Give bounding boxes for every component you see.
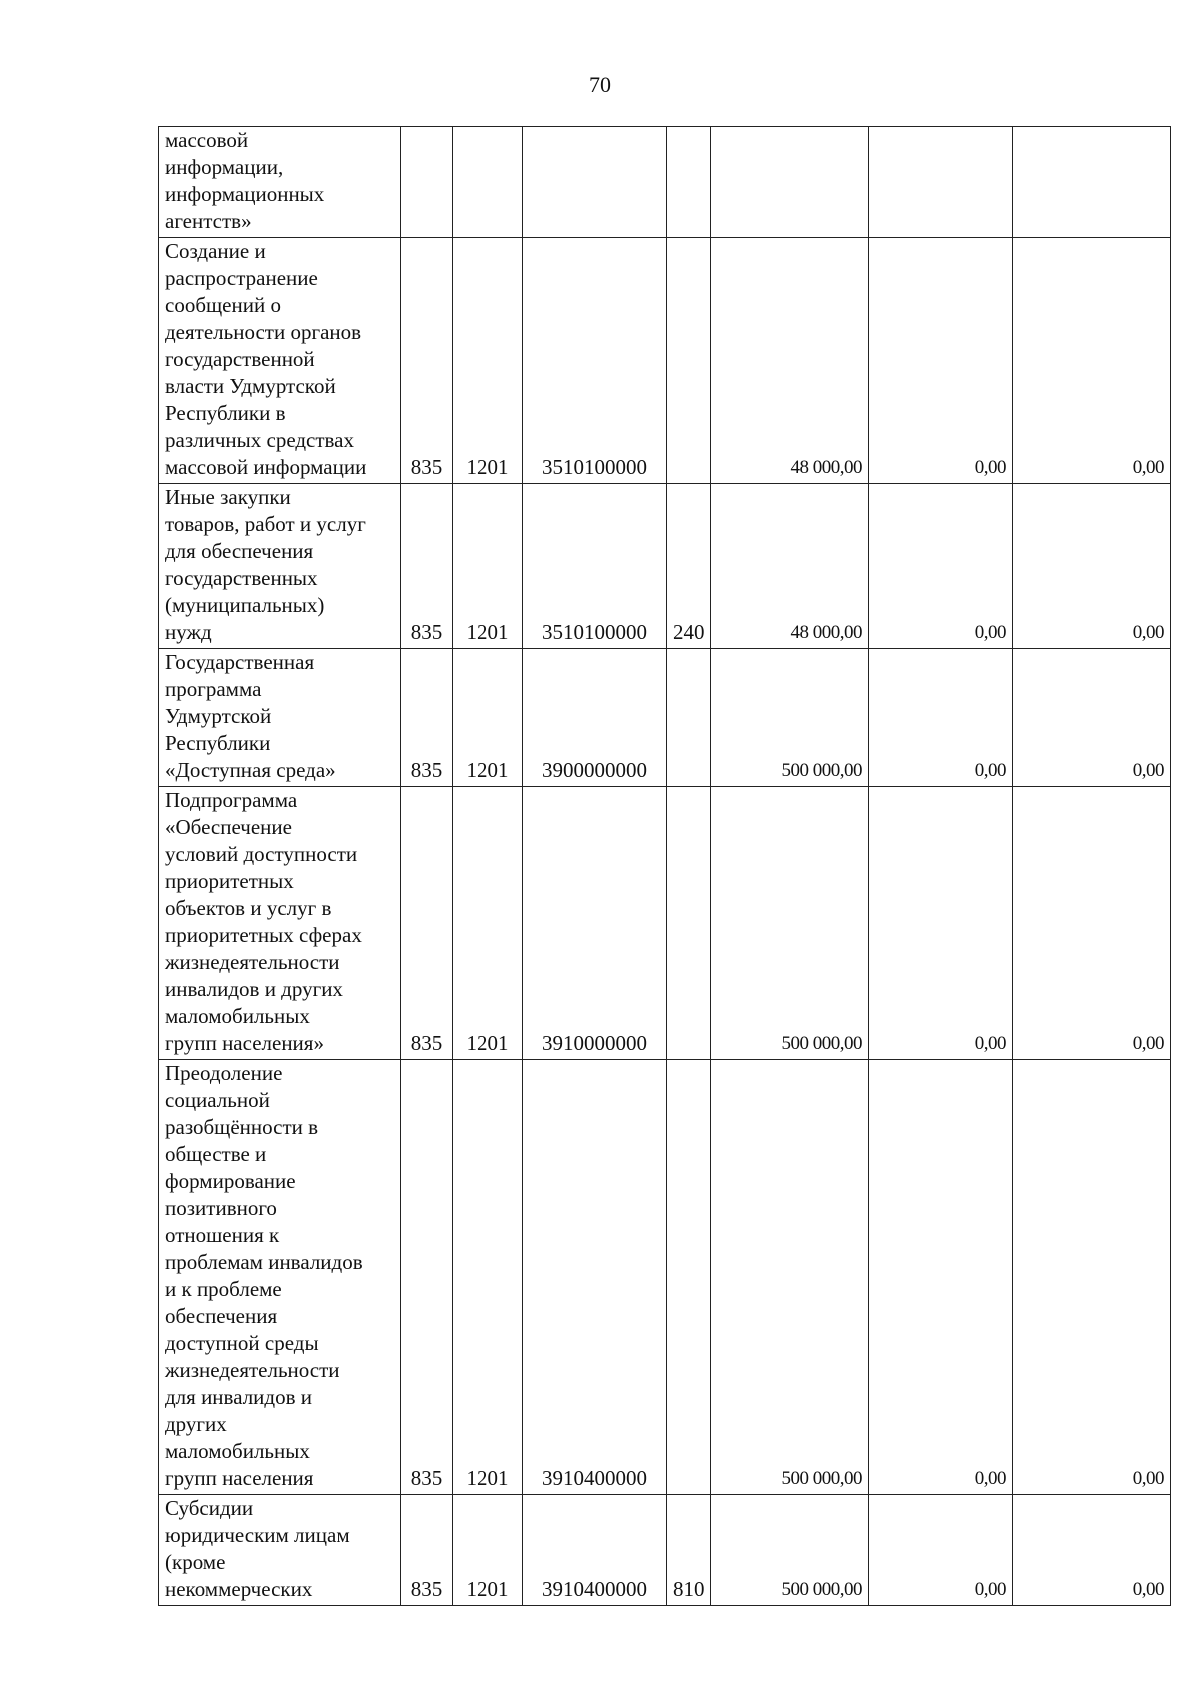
table-row xyxy=(159,787,1171,1060)
row-name: Подпрограмма «Обеспечение условий доступности приоритетных объектов и услуг в приоритетных сферах жизнедеятельности инвалидов и других маломобильных групп населения» xyxy=(159,787,401,1060)
table-row xyxy=(159,484,1171,649)
ministry-code: 835 xyxy=(401,649,453,787)
row-name: Преодоление социальной разобщённости в обществе и формирование позитивного отношения к проблемам инвалидов и к проблеме обеспечения доступной среды жизнедеятельности для инвалидов и других маломобильных групп населения xyxy=(159,1060,401,1495)
table-row xyxy=(159,127,1171,238)
expense-type-code: 810 xyxy=(667,1495,711,1606)
amount-year-1: 48 000,00 xyxy=(711,238,869,484)
amount-year-1: 48 000,00 xyxy=(711,484,869,649)
amount-year-1: 500 000,00 xyxy=(711,787,869,1060)
target-article-code xyxy=(523,127,667,238)
target-article-code: 3910000000 xyxy=(523,787,667,1060)
amount-year-2: 0,00 xyxy=(869,787,1013,1060)
amount-year-2: 0,00 xyxy=(869,1060,1013,1495)
row-name: Иные закупки товаров, работ и услуг для обеспечения государственных (муниципальных) нужд xyxy=(159,484,401,649)
ministry-code: 835 xyxy=(401,1495,453,1606)
section-code: 1201 xyxy=(453,1495,523,1606)
ministry-code xyxy=(401,127,453,238)
target-article-code: 3910400000 xyxy=(523,1060,667,1495)
ministry-code: 835 xyxy=(401,238,453,484)
ministry-code: 835 xyxy=(401,1060,453,1495)
amount-year-3: 0,00 xyxy=(1013,1060,1171,1495)
section-code: 1201 xyxy=(453,484,523,649)
amount-year-3: 0,00 xyxy=(1013,238,1171,484)
ministry-code: 835 xyxy=(401,787,453,1060)
amount-year-1 xyxy=(711,127,869,238)
amount-year-1: 500 000,00 xyxy=(711,649,869,787)
amount-year-3: 0,00 xyxy=(1013,1495,1171,1606)
table-row xyxy=(159,649,1171,787)
page-number: 70 xyxy=(589,72,611,97)
target-article-code: 3900000000 xyxy=(523,649,667,787)
amount-year-3 xyxy=(1013,127,1171,238)
amount-year-2 xyxy=(869,127,1013,238)
expense-type-code: 240 xyxy=(667,484,711,649)
row-name: массовой информации, информационных агентств» xyxy=(159,127,401,238)
row-name: Субсидии юридическим лицам (кроме некоммерческих xyxy=(159,1495,401,1606)
table-row xyxy=(159,1060,1171,1495)
amount-year-3: 0,00 xyxy=(1013,787,1171,1060)
amount-year-3: 0,00 xyxy=(1013,649,1171,787)
target-article-code: 3510100000 xyxy=(523,484,667,649)
amount-year-2: 0,00 xyxy=(869,238,1013,484)
ministry-code: 835 xyxy=(401,484,453,649)
row-name: Государственная программа Удмуртской Республики «Доступная среда» xyxy=(159,649,401,787)
amount-year-2: 0,00 xyxy=(869,484,1013,649)
row-name: Создание и распространение сообщений о деятельности органов государственной власти Удмуртской Республики в различных средствах массовой информации xyxy=(159,238,401,484)
expense-type-code xyxy=(667,649,711,787)
expense-type-code xyxy=(667,238,711,484)
expense-type-code xyxy=(667,787,711,1060)
expense-type-code xyxy=(667,127,711,238)
section-code: 1201 xyxy=(453,787,523,1060)
target-article-code: 3510100000 xyxy=(523,238,667,484)
table-body xyxy=(159,127,1171,1606)
section-code: 1201 xyxy=(453,1060,523,1495)
section-code: 1201 xyxy=(453,649,523,787)
amount-year-2: 0,00 xyxy=(869,1495,1013,1606)
table-row xyxy=(159,238,1171,484)
expense-type-code xyxy=(667,1060,711,1495)
amount-year-1: 500 000,00 xyxy=(711,1060,869,1495)
section-code: 1201 xyxy=(453,238,523,484)
amount-year-2: 0,00 xyxy=(869,649,1013,787)
target-article-code: 3910400000 xyxy=(523,1495,667,1606)
budget-table xyxy=(158,126,1171,1606)
table-row xyxy=(159,1495,1171,1606)
section-code xyxy=(453,127,523,238)
amount-year-1: 500 000,00 xyxy=(711,1495,869,1606)
amount-year-3: 0,00 xyxy=(1013,484,1171,649)
